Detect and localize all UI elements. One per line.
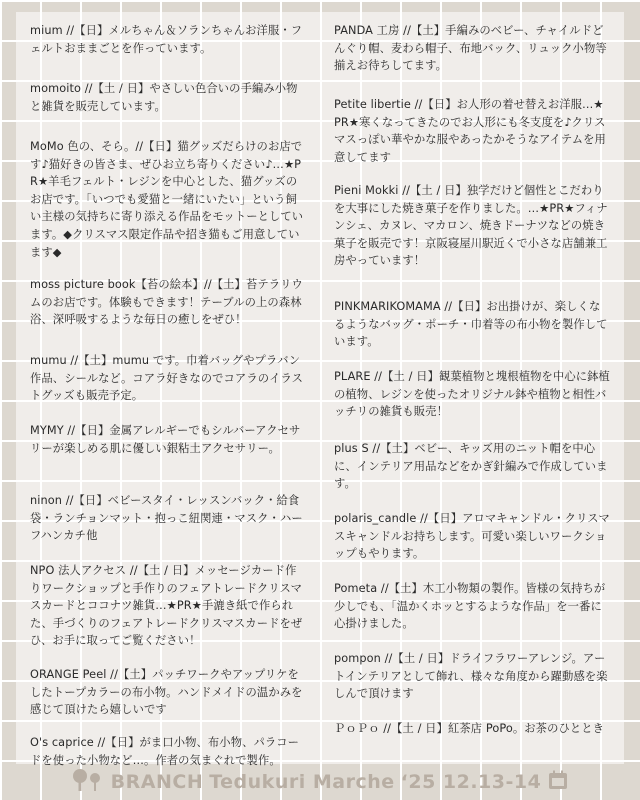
vendor-entry: MYMY //【日】金属アレルギーでもシルバーアクセサリーが楽しめる肌に優しい銀粘土アクセサリー。 — [30, 424, 301, 455]
vendor-entry: ninon //【日】ベビースタイ・レッスンバック・給食袋・ランチョンマット・抱っこ紐関連・マスク・ハーフハンカチ他 — [30, 494, 303, 543]
footer-brand: BRANCH — [110, 771, 204, 793]
vendor-entry: PLARE //【土 / 日】観葉植物と塊根植物を中心に鉢植の植物、レジンを使ったオリジナル鉢や植物と相性バッチリの雑貨も販売！ — [334, 370, 610, 419]
footer-event: Tedukuri Marche — [209, 771, 395, 793]
vendor-entry: mium //【日】メルちゃん＆ソランちゃんお洋服・フェルトおままごとを作っています。 — [30, 24, 303, 55]
vendor-entry: momoito //【土 / 日】やさしい色合いの手編み小物と雑貨を販売しています。 — [30, 82, 298, 113]
vendor-entry: O's caprice //【日】がま口小物、布小物、パラコードを使った小物など…。作者の気まぐれで製作。 — [30, 736, 300, 767]
vendor-entry: ＰｏＰｏ //【土 / 日】紅茶店 PoPo。お茶のひととき — [334, 722, 605, 735]
vendor-entry: Petite libertie //【日】お人形の着せ替えお洋服…★PR★寒くなってきたのでお人形にも冬支度を♪クリスマスっぽい華やかな服やあったかそうなアイテムを用意してます — [334, 98, 606, 164]
vendor-entry: PINKMARIKOMAMA //【日】お出掛けが、楽しくなるようなバッグ・ポーチ・巾着等の布小物を製作しています。 — [334, 300, 608, 349]
vendor-entry: ORANGE Peel //【土】パッチワークやアップリケをしたトープカラーの布小物。ハンドメイドの温かみを感じて頂けたら嬉しいです — [30, 668, 303, 717]
vendor-entry: Pieni Mokki //【土 / 日】独学だけど個性とこだわりを大事にした焼き菓子を作りました。…★PR★フィナンシェ、カヌレ、マカロン、焼きドーナツなどの焼き菓子を販売です！京阪寝屋川駅近くで小さな店舗兼工房やっています！ — [334, 184, 608, 268]
footer-banner — [0, 764, 640, 800]
vendor-entry: moss picture book【苔の絵本】//【土】苔テラリウムのお店です。体験もできます！テーブルの上の森林浴、深呼吸するような毎日の癒しをぜひ！ — [30, 278, 303, 327]
vendor-entry: mumu //【土】mumu です。巾着バッグやプラバン作品、シールなど。コアラ好きなのでコアラのイラストグッズも販売予定。 — [30, 354, 303, 403]
vendor-entry: Pometa //【土】木工小物類の製作。皆様の気持ちが少しでも、「温かくホッとするような作品」を一番に心掛けました。 — [334, 582, 606, 631]
vendor-entry: MoMo 色の、そら。//【日】猫グッズだらけのお店です♪猫好きの皆さま、ぜひお立ち寄りください♪…★PR★羊毛フェルト・レジンを中心とした、猫グッズのお店です。「いつでも愛猫と一緒にいたい」という飼い主様の気持ちに寄り添える作品をモットーとしています。◆クリスマス限定作品や招き猫もご用意しています◆ — [30, 140, 304, 259]
vendor-entry: plus S //【土】ベビー、キッズ用のニット帽を中心に、インテリア用品などをかぎ針編みで作成しています。 — [334, 442, 608, 491]
footer-date: ‘25 12.13-14 — [400, 771, 542, 793]
vendor-entry: polaris_candle //【日】アロマキャンドル・クリスマスキャンドルお持ちします。可愛い楽しいワークショップもやります。 — [334, 512, 610, 561]
calendar-icon — [547, 769, 569, 796]
vendor-entry: PANDA 工房 //【土】手編みのベビー、チャイルドどんぐり帽、麦わら帽子、布地バック、リュック小物等揃えお待ちしてます。 — [334, 24, 607, 73]
vendor-entry: pompon //【土 / 日】ドライフラワーアレンジ。アートインテリアとして飾れ、様々な角度から躍動感を楽しんで頂けます — [334, 652, 608, 701]
tree-logo-icon — [71, 767, 105, 798]
vendor-entry: NPO 法人アクセス //【土 / 日】メッセージカード作りワークショップと手作りのフェアトレードクリスマスカードとココナツ雑貨…★PR★手漉き紙で作られた、手づくりのフェアトレードクリスマスカードをぜひ、お手に取ってご覧ください！ — [30, 564, 303, 648]
